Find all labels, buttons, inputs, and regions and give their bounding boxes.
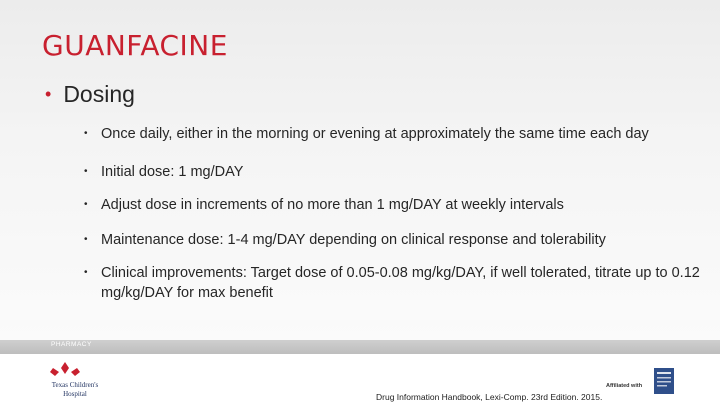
section-heading [45, 81, 135, 108]
sub-bullet-icon: • [84, 234, 88, 245]
list-item [84, 162, 704, 182]
svg-text:Texas Children's: Texas Children's [51, 381, 99, 389]
list-item-text: Initial dose: 1 mg/DAY [101, 164, 244, 180]
list-item-text: Clinical improvements: Target dose of 0.05-0.08 mg/kg/DAY, if well tolerated, titrate up to 0.12 mg/kg/DAY for max benefit [101, 265, 700, 301]
list-item-text: Maintenance dose: 1-4 mg/DAY depending on clinical response and tolerability [101, 232, 606, 248]
sub-bullet-icon: • [84, 166, 88, 177]
citation: Drug Information Handbook, Lexi-Comp. 23rd Edition. 2015. [376, 392, 603, 402]
sub-bullet-icon: • [84, 267, 88, 278]
list-item [84, 124, 704, 144]
slide-title: GUANFACINE [42, 29, 228, 62]
list-item [84, 230, 704, 250]
list-item-text: Once daily, either in the morning or evening at approximately the same time each day [101, 126, 649, 142]
svg-text:Hospital: Hospital [63, 390, 87, 398]
sub-bullet-icon: • [84, 128, 88, 139]
footer-bar [0, 340, 720, 354]
affiliation-label: Affiliated with [606, 383, 643, 389]
list-item-text: Adjust dose in increments of no more than 1 mg/DAY at weekly intervals [101, 197, 564, 213]
department-label: PHARMACY [51, 341, 92, 348]
baylor-college-of-medicine-logo [654, 368, 674, 394]
list-item [84, 263, 704, 303]
list-item [84, 195, 704, 215]
texas-childrens-hospital-logo [35, 360, 115, 400]
bullet-icon: • [45, 84, 52, 104]
sub-bullet-icon: • [84, 199, 88, 210]
bullet-list [84, 124, 704, 303]
section-heading-label: Dosing [63, 81, 135, 107]
